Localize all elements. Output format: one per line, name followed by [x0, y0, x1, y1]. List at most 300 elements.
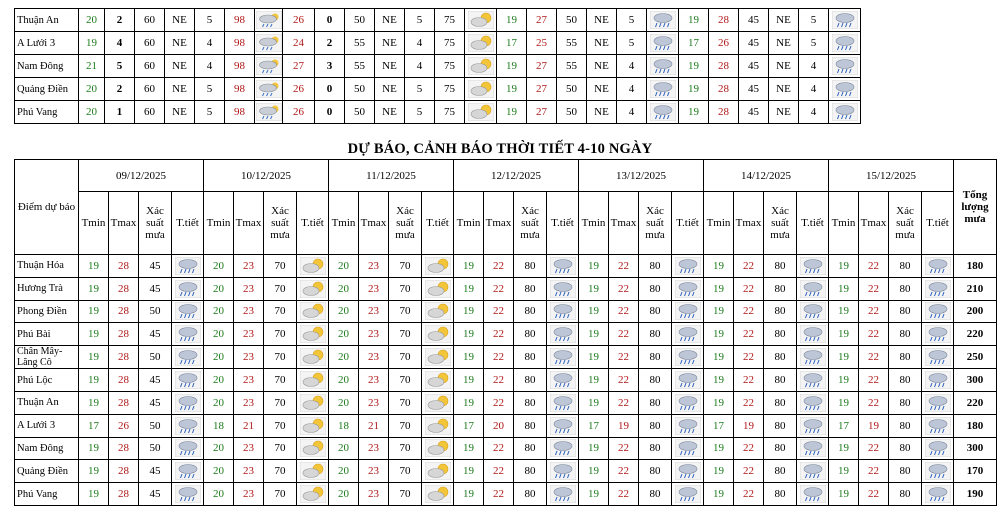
column-header: Tmin: [829, 192, 859, 255]
date-header: 10/12/2025: [204, 160, 329, 192]
tmin-cell: 19: [704, 483, 734, 506]
rain-cloud-icon: [800, 439, 826, 457]
tmin-cell: 20: [204, 369, 234, 392]
date-header: 12/12/2025: [454, 160, 579, 192]
rain-cloud-icon: [800, 348, 826, 366]
tmax-cell: 22: [734, 323, 764, 346]
value-cell: 50: [557, 101, 587, 124]
weather-cell: [172, 300, 204, 323]
weather-cell: [422, 277, 454, 300]
tmax-cell: 23: [359, 277, 389, 300]
rain-cloud-icon: [550, 280, 576, 298]
tmin-cell: 19: [704, 300, 734, 323]
rain-cloud-icon: [675, 348, 701, 366]
sun-cloud-icon: [468, 11, 494, 29]
tmin-cell: 19: [829, 323, 859, 346]
value-cell: 17: [497, 32, 527, 55]
rain-probability-cell: 80: [639, 300, 672, 323]
tmin-cell: 19: [79, 483, 109, 506]
rain-probability-cell: 50: [139, 300, 172, 323]
rain-probability-cell: 80: [639, 255, 672, 278]
tmax-cell: 23: [359, 460, 389, 483]
rain-probability-cell: 70: [389, 460, 422, 483]
weather-cell: [172, 369, 204, 392]
value-cell: 19: [679, 101, 709, 124]
tmax-cell: 23: [234, 460, 264, 483]
table-row: [15, 300, 997, 323]
value-cell: 4: [105, 32, 135, 55]
sun-cloud-icon: [425, 462, 451, 480]
value-cell: 45: [739, 55, 769, 78]
rain-probability-cell: 80: [764, 346, 797, 369]
weather-cell: [547, 483, 579, 506]
value-cell: 5: [799, 32, 829, 55]
tmin-cell: 20: [329, 369, 359, 392]
value-cell: 27: [527, 78, 557, 101]
table-row: [15, 9, 861, 32]
column-header: Tmin: [329, 192, 359, 255]
value-cell: 0: [315, 9, 345, 32]
weather-cell: [297, 391, 329, 414]
weather-cell: [547, 323, 579, 346]
sun-cloud-icon: [425, 394, 451, 412]
column-header: Xác suất mưa: [389, 192, 422, 255]
value-cell: 25: [527, 32, 557, 55]
tmin-cell: 19: [79, 346, 109, 369]
value-cell: 27: [527, 55, 557, 78]
rain-probability-cell: 80: [514, 369, 547, 392]
tmin-cell: 19: [454, 369, 484, 392]
rain-cloud-icon: [550, 417, 576, 435]
value-cell: 0: [315, 101, 345, 124]
tmax-cell: 23: [234, 483, 264, 506]
rain-probability-cell: 80: [639, 277, 672, 300]
rain-cloud-icon: [925, 439, 951, 457]
weather-cell: [797, 277, 829, 300]
tmin-cell: 18: [329, 414, 359, 437]
value-cell: 4: [617, 78, 647, 101]
weather-cell: [797, 460, 829, 483]
weather-cell: [797, 483, 829, 506]
tmax-cell: 23: [234, 300, 264, 323]
tmin-cell: 19: [829, 277, 859, 300]
rain-probability-cell: 70: [264, 346, 297, 369]
rain-probability-cell: 80: [889, 346, 922, 369]
tmin-cell: 19: [829, 483, 859, 506]
table-row: [15, 255, 997, 278]
tmax-cell: 22: [484, 255, 514, 278]
weather-cell: [297, 369, 329, 392]
value-cell: NE: [165, 32, 195, 55]
weather-cell: [797, 346, 829, 369]
tmax-cell: 23: [234, 437, 264, 460]
tmin-cell: 19: [79, 437, 109, 460]
column-header: T.tiết: [172, 192, 204, 255]
weather-cell: [297, 346, 329, 369]
weather-cell: [297, 323, 329, 346]
weather-cell: [422, 414, 454, 437]
tmin-cell: 19: [829, 369, 859, 392]
weather-cell: [672, 483, 704, 506]
weather-cell: [422, 369, 454, 392]
weather-cell: [422, 300, 454, 323]
value-cell: 60: [135, 78, 165, 101]
sun-cloud-icon: [425, 280, 451, 298]
location-name: Quảng Điền: [15, 78, 79, 101]
value-cell: NE: [375, 101, 405, 124]
weather-cell: [422, 255, 454, 278]
tmin-cell: 19: [454, 277, 484, 300]
total-rain-cell: 300: [954, 369, 997, 392]
column-header: T.tiết: [672, 192, 704, 255]
rain-probability-cell: 80: [514, 255, 547, 278]
tmin-cell: 19: [79, 300, 109, 323]
tmax-cell: 22: [484, 483, 514, 506]
tmin-cell: 19: [79, 323, 109, 346]
tmin-cell: 19: [454, 255, 484, 278]
rain-cloud-icon: [925, 462, 951, 480]
value-cell: 60: [135, 101, 165, 124]
tmin-cell: 20: [204, 300, 234, 323]
total-rain-header: Tổng lượng mưa: [954, 160, 997, 255]
column-header: Tmax: [734, 192, 764, 255]
weather-cell: [829, 9, 861, 32]
tmin-cell: 17: [454, 414, 484, 437]
weather-cell: [547, 346, 579, 369]
rain-cloud-icon: [175, 462, 201, 480]
weather-cell: [297, 483, 329, 506]
weather-cell: [829, 32, 861, 55]
weather-cell: [922, 483, 954, 506]
rain-probability-cell: 80: [639, 391, 672, 414]
location-name: Phú Bài: [15, 323, 79, 346]
value-cell: NE: [769, 78, 799, 101]
tmax-cell: 22: [859, 391, 889, 414]
date-header: 11/12/2025: [329, 160, 454, 192]
weather-cell: [172, 414, 204, 437]
rain-probability-cell: 70: [264, 255, 297, 278]
weather-cell: [922, 437, 954, 460]
tmin-cell: 19: [704, 391, 734, 414]
tmax-cell: 22: [734, 277, 764, 300]
weather-cell: [672, 460, 704, 483]
value-cell: NE: [165, 78, 195, 101]
weather-cell: [672, 277, 704, 300]
value-cell: 0: [315, 78, 345, 101]
rain-cloud-icon: [175, 348, 201, 366]
rain-cloud-icon: [925, 371, 951, 389]
rain-probability-cell: 80: [639, 414, 672, 437]
tmax-cell: 28: [109, 483, 139, 506]
tmax-cell: 22: [484, 437, 514, 460]
weather-cell: [672, 391, 704, 414]
value-cell: 4: [405, 32, 435, 55]
weather-cell: [465, 55, 497, 78]
sun-cloud-icon: [300, 348, 326, 366]
value-cell: 24: [283, 32, 315, 55]
rain-cloud-icon: [650, 11, 676, 29]
weather-cell: [172, 460, 204, 483]
rain-probability-cell: 80: [514, 277, 547, 300]
tmax-cell: 22: [484, 391, 514, 414]
rain-probability-cell: 80: [764, 437, 797, 460]
tmax-cell: 22: [609, 483, 639, 506]
value-cell: NE: [769, 32, 799, 55]
value-cell: NE: [165, 101, 195, 124]
rain-probability-cell: 70: [264, 460, 297, 483]
weather-cell: [647, 55, 679, 78]
tmin-cell: 17: [829, 414, 859, 437]
tmax-cell: 22: [609, 346, 639, 369]
tmin-cell: 20: [204, 391, 234, 414]
sun-cloud-icon: [425, 417, 451, 435]
tmin-cell: 19: [454, 460, 484, 483]
rain-probability-cell: 80: [514, 460, 547, 483]
tmin-cell: 19: [579, 255, 609, 278]
weather-cell: [672, 346, 704, 369]
rain-cloud-icon: [550, 462, 576, 480]
value-cell: 4: [405, 55, 435, 78]
rain-cloud-icon: [650, 57, 676, 75]
rain-probability-cell: 80: [639, 460, 672, 483]
sun-cloud-icon: [300, 485, 326, 503]
value-cell: 50: [557, 9, 587, 32]
weather-cell: [922, 391, 954, 414]
value-cell: 98: [225, 9, 255, 32]
date-header: 09/12/2025: [79, 160, 204, 192]
column-header: Tmax: [234, 192, 264, 255]
tmin-cell: 17: [79, 414, 109, 437]
rain-cloud-icon: [650, 80, 676, 98]
weather-cell: [922, 300, 954, 323]
column-header: T.tiết: [797, 192, 829, 255]
column-header: Tmin: [204, 192, 234, 255]
rain-cloud-icon: [800, 257, 826, 275]
weather-cell: [172, 277, 204, 300]
weather-cell: [647, 78, 679, 101]
rain-cloud-icon: [175, 280, 201, 298]
column-header: T.tiết: [547, 192, 579, 255]
weather-cell: [922, 369, 954, 392]
forecast-table: [14, 159, 997, 506]
rain-cloud-icon: [650, 103, 676, 121]
tmin-cell: 20: [204, 483, 234, 506]
rain-cloud-icon: [175, 302, 201, 320]
tmax-cell: 21: [359, 414, 389, 437]
weather-cell: [172, 346, 204, 369]
sun-cloud-icon: [300, 280, 326, 298]
tmin-cell: 17: [704, 414, 734, 437]
rain-probability-cell: 45: [139, 255, 172, 278]
rain-probability-cell: 80: [764, 323, 797, 346]
weather-cell: [922, 323, 954, 346]
tmax-cell: 22: [484, 346, 514, 369]
column-header: T.tiết: [922, 192, 954, 255]
sun-cloud-icon: [425, 257, 451, 275]
column-header: Xác suất mưa: [889, 192, 922, 255]
rain-probability-cell: 80: [514, 414, 547, 437]
tmax-cell: 23: [359, 391, 389, 414]
rain-sun-icon: [256, 11, 282, 29]
value-cell: 55: [345, 32, 375, 55]
column-header: Tmax: [859, 192, 889, 255]
weather-cell: [922, 255, 954, 278]
value-cell: 19: [497, 78, 527, 101]
weather-cell: [922, 277, 954, 300]
value-cell: 5: [405, 101, 435, 124]
weather-cell: [255, 9, 283, 32]
tmax-cell: 26: [109, 414, 139, 437]
tmax-cell: 22: [734, 346, 764, 369]
sun-cloud-icon: [300, 257, 326, 275]
value-cell: 26: [709, 32, 739, 55]
value-cell: 50: [345, 9, 375, 32]
column-header: Xác suất mưa: [639, 192, 672, 255]
tmax-cell: 19: [734, 414, 764, 437]
weather-cell: [797, 437, 829, 460]
rain-probability-cell: 80: [889, 255, 922, 278]
rain-probability-cell: 80: [764, 460, 797, 483]
rain-cloud-icon: [175, 394, 201, 412]
rain-sun-icon: [256, 103, 282, 121]
weather-cell: [672, 300, 704, 323]
weather-cell: [172, 323, 204, 346]
value-cell: 4: [799, 55, 829, 78]
tmax-cell: 22: [859, 300, 889, 323]
value-cell: 4: [195, 32, 225, 55]
rain-probability-cell: 80: [639, 483, 672, 506]
value-cell: 5: [195, 101, 225, 124]
rain-probability-cell: 70: [264, 277, 297, 300]
tmax-cell: 22: [859, 369, 889, 392]
value-cell: 50: [345, 101, 375, 124]
tmax-cell: 22: [609, 369, 639, 392]
tmax-cell: 22: [609, 323, 639, 346]
rain-cloud-icon: [550, 394, 576, 412]
tmin-cell: 19: [579, 369, 609, 392]
tmin-cell: 20: [204, 277, 234, 300]
tmin-cell: 19: [454, 346, 484, 369]
weather-cell: [922, 414, 954, 437]
location-name: Thuận An: [15, 9, 79, 32]
tmin-cell: 19: [829, 391, 859, 414]
weather-cell: [422, 391, 454, 414]
location-name: Hương Trà: [15, 277, 79, 300]
table-row: [15, 437, 997, 460]
tmax-cell: 22: [859, 346, 889, 369]
rain-cloud-icon: [675, 417, 701, 435]
date-header: 15/12/2025: [829, 160, 954, 192]
rain-cloud-icon: [832, 80, 858, 98]
value-cell: NE: [375, 32, 405, 55]
rain-probability-cell: 70: [389, 323, 422, 346]
previous-forecast-table: [14, 8, 861, 124]
rain-probability-cell: 50: [139, 346, 172, 369]
rain-cloud-icon: [800, 485, 826, 503]
sun-cloud-icon: [468, 103, 494, 121]
value-cell: 28: [709, 101, 739, 124]
location-name: Chân Mây-Lăng Cô: [15, 346, 79, 369]
rain-probability-cell: 80: [514, 300, 547, 323]
value-cell: NE: [375, 78, 405, 101]
rain-cloud-icon: [925, 325, 951, 343]
rain-probability-cell: 80: [514, 323, 547, 346]
rain-cloud-icon: [175, 325, 201, 343]
value-cell: 5: [617, 32, 647, 55]
rain-cloud-icon: [925, 417, 951, 435]
rain-probability-cell: 80: [639, 369, 672, 392]
value-cell: NE: [165, 55, 195, 78]
rain-probability-cell: 70: [389, 391, 422, 414]
tmax-cell: 22: [484, 323, 514, 346]
rain-probability-cell: 70: [389, 483, 422, 506]
value-cell: 60: [135, 32, 165, 55]
rain-cloud-icon: [175, 439, 201, 457]
value-cell: 19: [497, 9, 527, 32]
weather-cell: [797, 414, 829, 437]
weather-cell: [922, 346, 954, 369]
table-row: [15, 78, 861, 101]
tmin-cell: 20: [204, 437, 234, 460]
weather-cell: [547, 460, 579, 483]
value-cell: 2: [105, 9, 135, 32]
rain-cloud-icon: [800, 325, 826, 343]
weather-cell: [297, 277, 329, 300]
rain-probability-cell: 70: [389, 255, 422, 278]
tmin-cell: 19: [454, 323, 484, 346]
tmin-cell: 19: [704, 346, 734, 369]
tmin-cell: 20: [204, 346, 234, 369]
tmax-cell: 22: [484, 460, 514, 483]
rain-probability-cell: 45: [139, 483, 172, 506]
sun-cloud-icon: [468, 57, 494, 75]
tmax-cell: 28: [109, 300, 139, 323]
sun-cloud-icon: [300, 439, 326, 457]
value-cell: 5: [105, 55, 135, 78]
tmax-cell: 22: [859, 277, 889, 300]
rain-probability-cell: 45: [139, 391, 172, 414]
rain-cloud-icon: [675, 485, 701, 503]
total-rain-cell: 170: [954, 460, 997, 483]
value-cell: 4: [799, 78, 829, 101]
rain-cloud-icon: [175, 371, 201, 389]
rain-probability-cell: 80: [639, 323, 672, 346]
tmax-cell: 22: [734, 460, 764, 483]
value-cell: 26: [283, 78, 315, 101]
value-cell: 27: [283, 55, 315, 78]
value-cell: 3: [315, 55, 345, 78]
rain-cloud-icon: [800, 280, 826, 298]
value-cell: 98: [225, 101, 255, 124]
value-cell: 75: [435, 9, 465, 32]
weather-cell: [465, 78, 497, 101]
rain-cloud-icon: [800, 371, 826, 389]
column-header: Xác suất mưa: [514, 192, 547, 255]
total-rain-cell: 190: [954, 483, 997, 506]
value-cell: 75: [435, 101, 465, 124]
value-cell: 5: [405, 9, 435, 32]
rain-probability-cell: 70: [389, 346, 422, 369]
rain-probability-cell: 80: [514, 391, 547, 414]
tmin-cell: 19: [829, 346, 859, 369]
rain-probability-cell: 80: [764, 255, 797, 278]
value-cell: 98: [225, 55, 255, 78]
tmax-cell: 22: [484, 369, 514, 392]
tmin-cell: 20: [204, 323, 234, 346]
weather-cell: [172, 483, 204, 506]
rain-cloud-icon: [832, 11, 858, 29]
location-name: Nam Đông: [15, 437, 79, 460]
